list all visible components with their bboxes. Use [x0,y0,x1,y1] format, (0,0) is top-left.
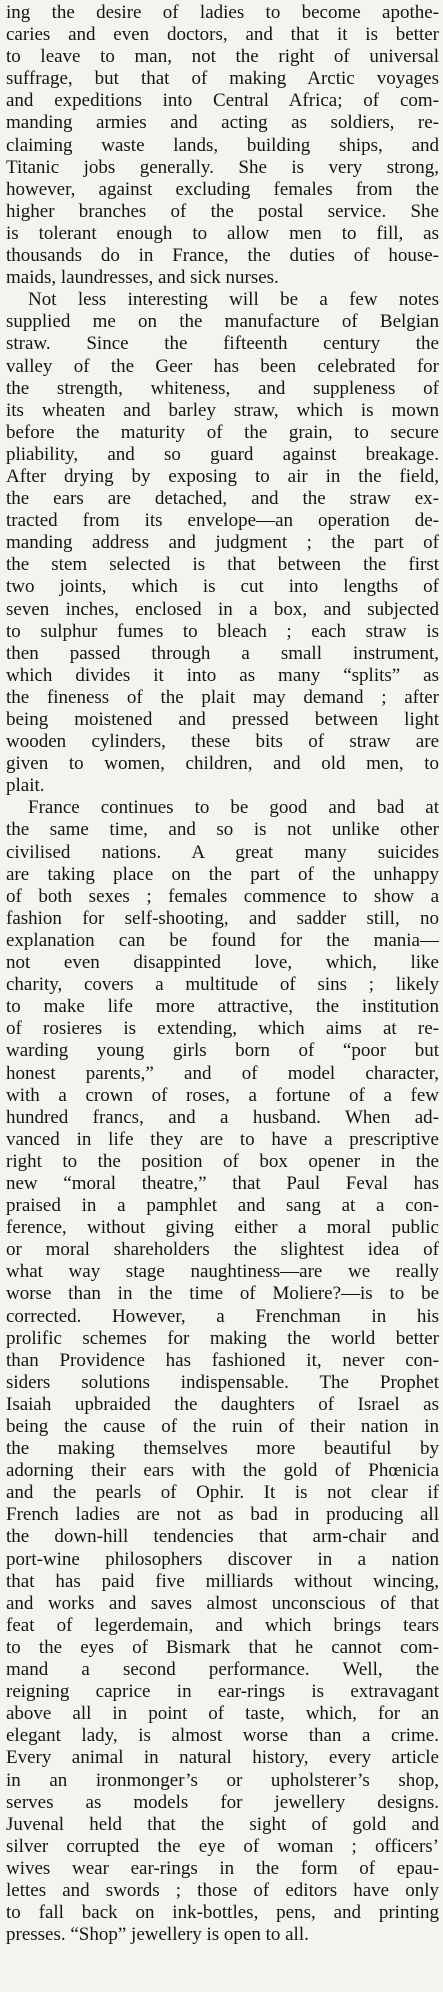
text-line: to sulphur fumes to bleach ; each straw is [6,620,439,642]
text-line: maids, laundresses, and sick nurses. [6,267,279,289]
text-line: presses. “Shop” jewellery is open to all. [6,1924,309,1946]
text-line: Titanic jobs generally. She is very strong, [6,156,439,178]
text-line: manding armies and acting as soldiers, re- [6,112,439,134]
text-line: valley of the Geer has been celebrated for [6,355,439,377]
text-line: the strength, whiteness, and suppleness of [6,377,439,399]
text-line: corrected. However, a Frenchman in his [6,1305,439,1327]
text-line: adorning their ears with the gold of Phœnicia [6,1460,439,1482]
text-line: ference, without giving either a moral public [6,1217,439,1239]
text-line: two joints, which is cut into lengths of [6,576,439,598]
text-line: After drying by exposing to air in the field, [6,465,439,487]
text-line: hundred francs, and a husband. When ad- [6,1106,439,1128]
text-line: and expeditions into Central Africa; of com- [6,90,439,112]
text-line: with a crown of roses, a fortune of a few [6,1084,439,1106]
text-line: Juvenal held that the sight of gold and [6,1813,439,1835]
text-line: before the maturity of the grain, to secure [6,421,439,443]
text-line: worse than in the time of Moliere?—is to be [6,1283,439,1305]
text-line: claiming waste lands, building ships, and [6,134,439,156]
text-line: the stem selected is that between the first [6,554,439,576]
text-line: straw. Since the fifteenth century the [6,333,439,355]
article-text [6,2,439,1946]
text-line: serves as models for jewellery designs. [6,1791,439,1813]
text-line: tracted from its envelope—an operation de- [6,510,439,532]
text-line: than Providence has fashioned it, never con- [6,1349,439,1371]
text-line: French ladies are not as bad in producing all [6,1504,439,1526]
text-line: Every animal in natural history, every article [6,1747,439,1769]
paragraph [6,289,439,797]
text-line: thousands do in France, the duties of house- [6,245,439,267]
text-line: France continues to be good and bad at [28,797,439,819]
paragraph [6,797,439,1946]
text-line: of both sexes ; females commence to show a [6,885,439,907]
text-line: explanation can be found for the mania— [6,929,439,951]
text-line: right to the position of box opener in the [6,1150,439,1172]
text-line: praised in a pamphlet and sang at a con- [6,1195,439,1217]
text-line: what way stage naughtiness—are we really [6,1261,439,1283]
text-line: vanced in life they are to have a prescriptive [6,1128,439,1150]
text-line: manding address and judgment ; the part of [6,532,439,554]
text-line: lettes and swords ; those of editors have only [6,1879,439,1901]
text-line: Isaiah upbraided the daughters of Israel as [6,1393,439,1415]
text-line: then passed through a small instrument, [6,642,439,664]
text-line: supplied me on the manufacture of Belgian [6,311,439,333]
text-line: the ears are detached, and the straw ex- [6,488,439,510]
text-line: is tolerant enough to allow men to fill, as [6,222,439,244]
text-line: siders solutions indispensable. The Prophet [6,1371,439,1393]
text-line: charity, covers a multitude of sins ; likely [6,974,439,996]
text-line: wooden cylinders, these bits of straw are [6,731,439,753]
text-line: the fineness of the plait may demand ; after [6,686,439,708]
text-line: warding young girls born of “poor but [6,1040,439,1062]
text-line: honest parents,” and of model character, [6,1062,439,1084]
text-line: new “moral theatre,” that Paul Feval has [6,1172,439,1194]
text-line: however, against excluding females from the [6,178,439,200]
text-line: Not less interesting will be a few notes [28,289,439,311]
text-line: above all in point of taste, which, for an [6,1703,439,1725]
text-line: given to women, children, and old men, to [6,753,439,775]
text-line: of rosieres is extending, which aims at re- [6,1018,439,1040]
text-line: are taking place on the part of the unhappy [6,863,439,885]
text-line: the same time, and so is not unlike other [6,819,439,841]
text-line: that has paid five milliards without wincing, [6,1570,439,1592]
text-line: to make life more attractive, the institution [6,996,439,1018]
text-line: port-wine philosophers discover in a nation [6,1548,439,1570]
text-line: elegant lady, is almost worse than a crime. [6,1725,439,1747]
text-line: higher branches of the postal service. She [6,200,439,222]
text-line: prolific schemes for making the world better [6,1327,439,1349]
text-line: feat of legerdemain, and which brings tears [6,1614,439,1636]
text-line: plait. [6,775,45,797]
text-line: civilised nations. A great many suicides [6,841,439,863]
text-line: suffrage, but that of making Arctic voyages [6,68,439,90]
text-line: silver corrupted the eye of woman ; officers’ [6,1835,439,1857]
text-line: caries and even doctors, and that it is better [6,24,439,46]
text-line: pliability, and so guard against breakage. [6,443,439,465]
text-line: being the cause of the ruin of their nation in [6,1416,439,1437]
text-line: to leave to man, not the right of universal [6,46,439,68]
text-line: the down-hill tendencies that arm-chair and [6,1526,439,1548]
paragraph [6,2,439,289]
text-line: fashion for self-shooting, and sadder still, no [6,907,439,929]
text-line: mand a second performance. Well, the [6,1659,439,1681]
text-line: not even disappinted love, which, like [6,952,439,974]
text-line: and works and saves almost unconscious of that [6,1592,439,1614]
text-line: reigning caprice in ear-rings is extravagant [6,1681,439,1703]
text-line: or moral shareholders the slightest idea of [6,1239,439,1261]
text-line: being moistened and pressed between light [6,709,439,730]
text-line: the making themselves more beautiful by [6,1438,439,1460]
text-line: to fall back on ink-bottles, pens, and printing [6,1902,439,1924]
text-line: which divides it into as many “splits” as [6,664,439,686]
text-line: seven inches, enclosed in a box, and subjected [6,598,439,620]
text-line: ing the desire of ladies to become apothe- [6,2,439,23]
text-line: its wheaten and barley straw, which is mown [6,399,439,421]
text-line: in an ironmonger’s or upholsterer’s shop, [6,1769,439,1791]
text-line: wives wear ear-rings in the form of epau- [6,1857,439,1879]
text-line: to the eyes of Bismark that he cannot com- [6,1636,439,1658]
text-line: and the pearls of Ophir. It is not clear if [6,1482,439,1504]
